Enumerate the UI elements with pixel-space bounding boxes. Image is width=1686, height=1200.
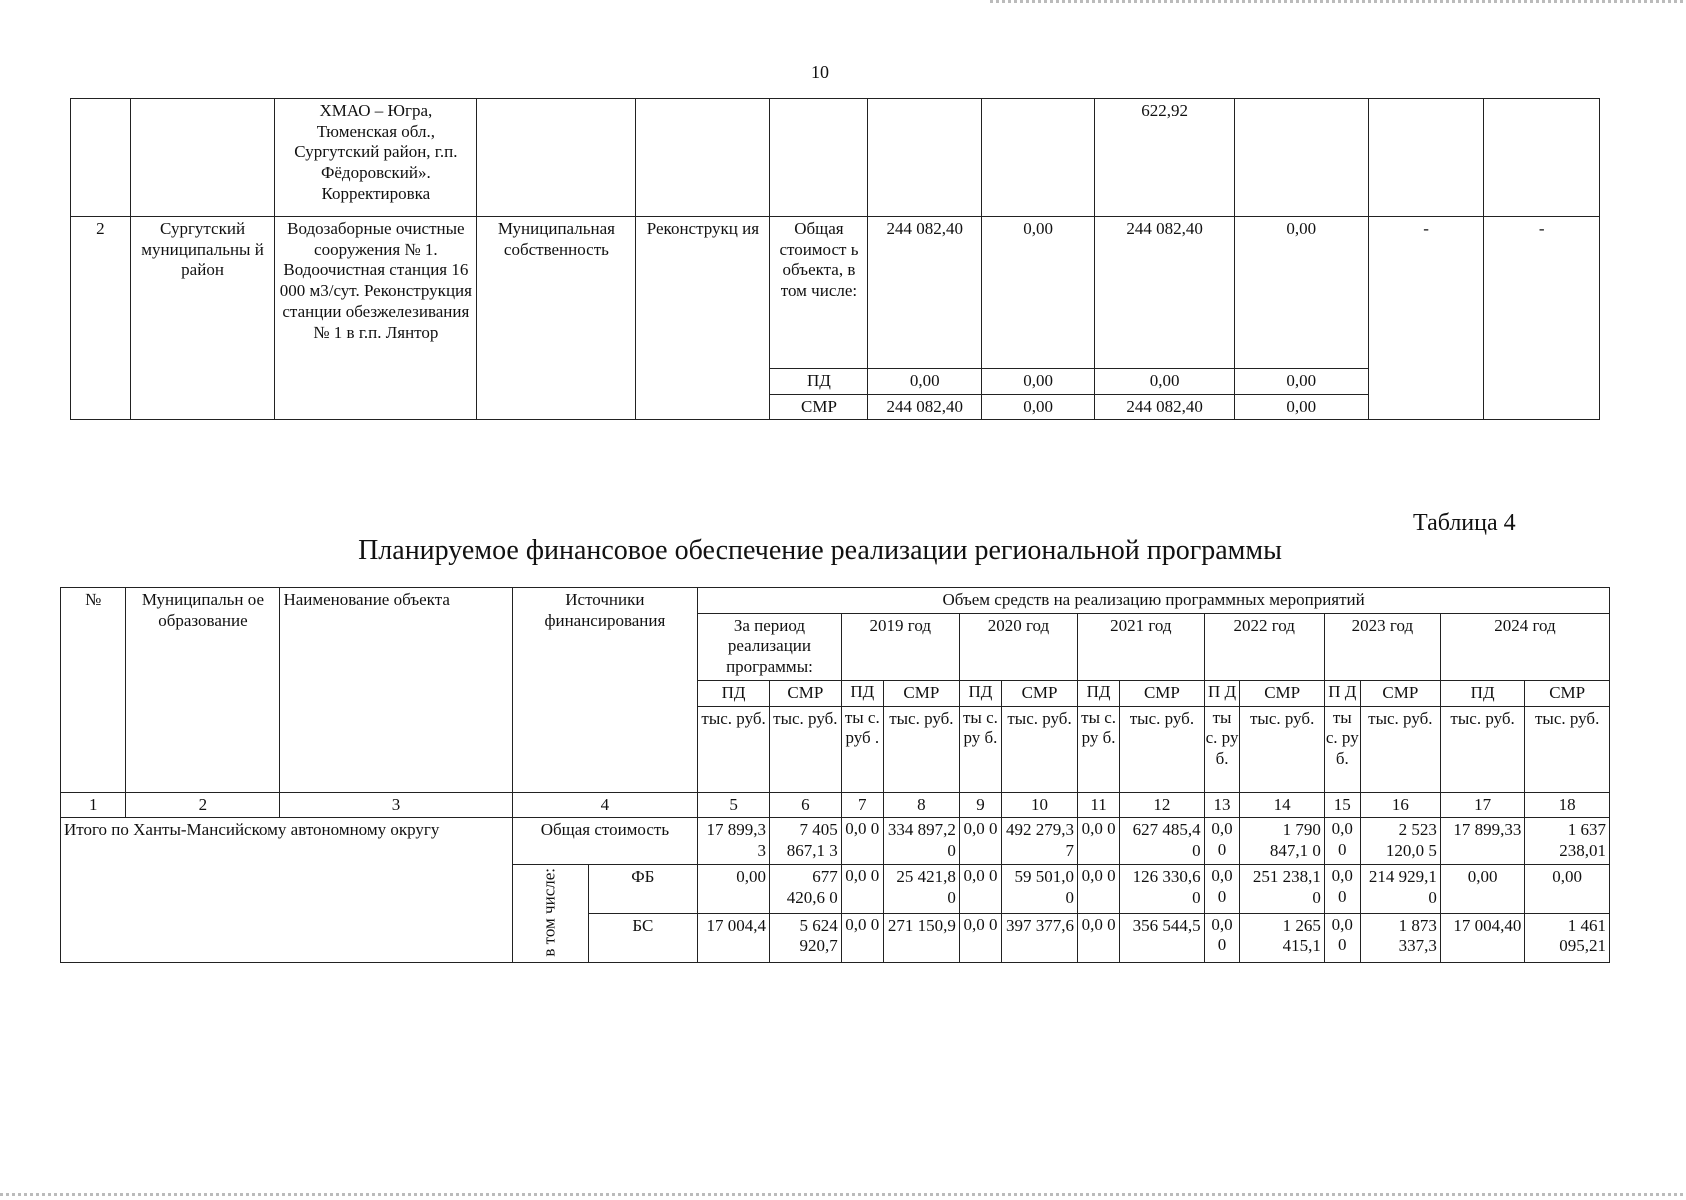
value-cell: 622,92 <box>1095 99 1234 217</box>
unit-cell: тыс. руб. <box>769 706 841 792</box>
column-number: 18 <box>1525 792 1610 818</box>
column-number: 9 <box>959 792 1001 818</box>
header-smr: СМР <box>1360 680 1440 706</box>
column-number: 14 <box>1240 792 1324 818</box>
ownership-cell: Муниципальная собственность <box>477 217 636 420</box>
header-2019: 2019 год <box>841 613 959 680</box>
value-cell: 0,0 0 <box>959 818 1001 864</box>
source-cell: БС <box>588 913 698 962</box>
value-cell: 0,0 0 <box>959 913 1001 962</box>
value-cell: 397 377,6 <box>1002 913 1078 962</box>
header-pd: П Д <box>1204 680 1240 706</box>
value-cell: 0,0 0 <box>959 864 1001 913</box>
value-cell: 244 082,40 <box>868 394 981 420</box>
value-cell: 0,0 0 <box>1078 864 1120 913</box>
value-cell: 17 899,3 3 <box>698 818 770 864</box>
header-num: № <box>61 588 126 793</box>
value-cell: 0,0 0 <box>1078 913 1120 962</box>
unit-cell: тыс. руб. <box>1440 706 1524 792</box>
column-number: 2 <box>126 792 280 818</box>
in-that-number-label: в том числе: <box>512 864 588 962</box>
value-cell: 492 279,3 7 <box>1002 818 1078 864</box>
header-smr: СМР <box>883 680 959 706</box>
unit-cell: ты с. ру б. <box>1078 706 1120 792</box>
column-number: 5 <box>698 792 770 818</box>
header-smr: СМР <box>1240 680 1324 706</box>
value-cell: 627 485,4 0 <box>1120 818 1204 864</box>
value-cell: 251 238,1 0 <box>1240 864 1324 913</box>
value-cell: 17 004,4 <box>698 913 770 962</box>
table-title: Планируемое финансовое обеспечение реализации региональной программы <box>358 535 1282 566</box>
value-cell: 17 004,40 <box>1440 913 1524 962</box>
value-cell: 0,00 <box>981 394 1094 420</box>
dash-cell: - <box>1368 217 1484 420</box>
value-cell: 677 420,6 0 <box>769 864 841 913</box>
column-number-row <box>61 792 1610 818</box>
column-number: 11 <box>1078 792 1120 818</box>
scan-artifact-top <box>990 0 1686 3</box>
column-number: 10 <box>1002 792 1078 818</box>
value-cell: 0,00 <box>1234 394 1368 420</box>
value-cell: 1 790 847,1 0 <box>1240 818 1324 864</box>
value-cell: 25 421,8 0 <box>883 864 959 913</box>
value-cell: 244 082,40 <box>868 217 981 369</box>
value-cell: 0,0 0 <box>1324 818 1360 864</box>
page-number: 10 <box>811 62 829 82</box>
header-period: За период реализации программы: <box>698 613 841 680</box>
value-cell: 0,0 0 <box>841 864 883 913</box>
table-row <box>61 818 1610 864</box>
column-number: 15 <box>1324 792 1360 818</box>
value-cell: 17 899,33 <box>1440 818 1524 864</box>
value-cell: 1 637 238,01 <box>1525 818 1610 864</box>
column-number: 17 <box>1440 792 1524 818</box>
unit-cell: ты с. ру б. <box>959 706 1001 792</box>
value-cell: 0,0 0 <box>1324 913 1360 962</box>
table-row <box>71 217 1600 369</box>
source-cell: ФБ <box>588 864 698 913</box>
value-cell: 0,00 <box>981 217 1094 369</box>
unit-cell: ты с. руб . <box>841 706 883 792</box>
unit-cell: ты с. ру б. <box>1204 706 1240 792</box>
header-pd: ПД <box>1440 680 1524 706</box>
header-object: Наименование объекта <box>280 588 512 793</box>
value-cell: 1 265 415,1 <box>1240 913 1324 962</box>
column-number: 3 <box>280 792 512 818</box>
header-municipality: Муниципальн ое образование <box>126 588 280 793</box>
cost-label: Общая стоимост ь объекта, в том числе: <box>770 217 868 369</box>
value-cell: 0,0 0 <box>1204 864 1240 913</box>
unit-cell: тыс. руб. <box>883 706 959 792</box>
total-label: Итого по Ханты-Мансийскому автономному округу <box>61 818 513 962</box>
header-sources: Источники финансирования <box>512 588 698 793</box>
value-cell: 356 544,5 <box>1120 913 1204 962</box>
value-cell: 0,0 0 <box>841 913 883 962</box>
object-name-cell: ХМАО – Югра, Тюменская обл., Сургутский район, г.п. Фёдоровский». Корректировка <box>275 99 477 217</box>
header-smr: СМР <box>1525 680 1610 706</box>
column-number: 1 <box>61 792 126 818</box>
value-cell: 1 461 095,21 <box>1525 913 1610 962</box>
value-cell: 0,00 <box>1095 369 1234 395</box>
object-name-cell: Водозаборные очистные сооружения № 1. Водоочистная станция 16 000 м3/сут. Реконструкция станции обезжелезивания № 1 в г.п. Лянтор <box>275 217 477 420</box>
value-cell: 244 082,40 <box>1095 217 1234 369</box>
value-cell: 334 897,2 0 <box>883 818 959 864</box>
table-row <box>71 99 1600 217</box>
pd-label: ПД <box>770 369 868 395</box>
header-2020: 2020 год <box>959 613 1077 680</box>
unit-cell: тыс. руб. <box>1002 706 1078 792</box>
value-cell: 126 330,6 0 <box>1120 864 1204 913</box>
value-cell: 0,00 <box>981 369 1094 395</box>
value-cell: 0,00 <box>1234 369 1368 395</box>
value-cell: 0,00 <box>698 864 770 913</box>
value-cell: 0,0 0 <box>1204 818 1240 864</box>
value-cell: 0,00 <box>868 369 981 395</box>
column-number: 16 <box>1360 792 1440 818</box>
column-number: 12 <box>1120 792 1204 818</box>
source-cell: Общая стоимость <box>512 818 698 864</box>
header-2022: 2022 год <box>1204 613 1324 680</box>
unit-cell: тыс. руб. <box>1120 706 1204 792</box>
value-cell: 5 624 920,7 <box>769 913 841 962</box>
header-2023: 2023 год <box>1324 613 1440 680</box>
unit-cell: тыс. руб. <box>1360 706 1440 792</box>
header-pd: П Д <box>1324 680 1360 706</box>
financing-table <box>60 587 1610 963</box>
unit-cell: тыс. руб. <box>1240 706 1324 792</box>
unit-cell: тыс. руб. <box>698 706 770 792</box>
value-cell: 0,0 0 <box>1324 864 1360 913</box>
unit-cell: ты с. ру б. <box>1324 706 1360 792</box>
value-cell: 214 929,1 0 <box>1360 864 1440 913</box>
value-cell: 271 150,9 <box>883 913 959 962</box>
header-pd: ПД <box>841 680 883 706</box>
column-number: 6 <box>769 792 841 818</box>
column-number: 7 <box>841 792 883 818</box>
scan-artifact-bottom <box>0 1193 1686 1196</box>
value-cell: 0,0 0 <box>1078 818 1120 864</box>
smr-label: СМР <box>770 394 868 420</box>
value-cell: 2 523 120,0 5 <box>1360 818 1440 864</box>
header-smr: СМР <box>769 680 841 706</box>
header-pd: ПД <box>959 680 1001 706</box>
value-cell: 0,00 <box>1525 864 1610 913</box>
value-cell: 0,00 <box>1234 217 1368 369</box>
header-volume: Объем средств на реализацию программных мероприятий <box>698 588 1610 614</box>
value-cell: 59 501,0 0 <box>1002 864 1078 913</box>
column-number: 13 <box>1204 792 1240 818</box>
header-2024: 2024 год <box>1440 613 1609 680</box>
value-cell: 0,0 0 <box>1204 913 1240 962</box>
header-smr: СМР <box>1120 680 1204 706</box>
municipality-cell: Сургутский муниципальны й район <box>130 217 274 420</box>
row-number: 2 <box>71 217 131 420</box>
header-row <box>61 588 1610 614</box>
header-2021: 2021 год <box>1078 613 1205 680</box>
value-cell: 7 405 867,1 3 <box>769 818 841 864</box>
work-type-cell: Реконструкц ия <box>636 217 770 420</box>
header-pd: ПД <box>698 680 770 706</box>
value-cell: 0,0 0 <box>841 818 883 864</box>
column-number: 4 <box>512 792 698 818</box>
column-number: 8 <box>883 792 959 818</box>
header-smr: СМР <box>1002 680 1078 706</box>
value-cell: 1 873 337,3 <box>1360 913 1440 962</box>
header-pd: ПД <box>1078 680 1120 706</box>
table-label: Таблица 4 <box>1413 510 1516 536</box>
dash-cell: - <box>1484 217 1600 420</box>
object-table <box>70 98 1600 420</box>
value-cell: 0,00 <box>1440 864 1524 913</box>
unit-cell: тыс. руб. <box>1525 706 1610 792</box>
value-cell: 244 082,40 <box>1095 394 1234 420</box>
